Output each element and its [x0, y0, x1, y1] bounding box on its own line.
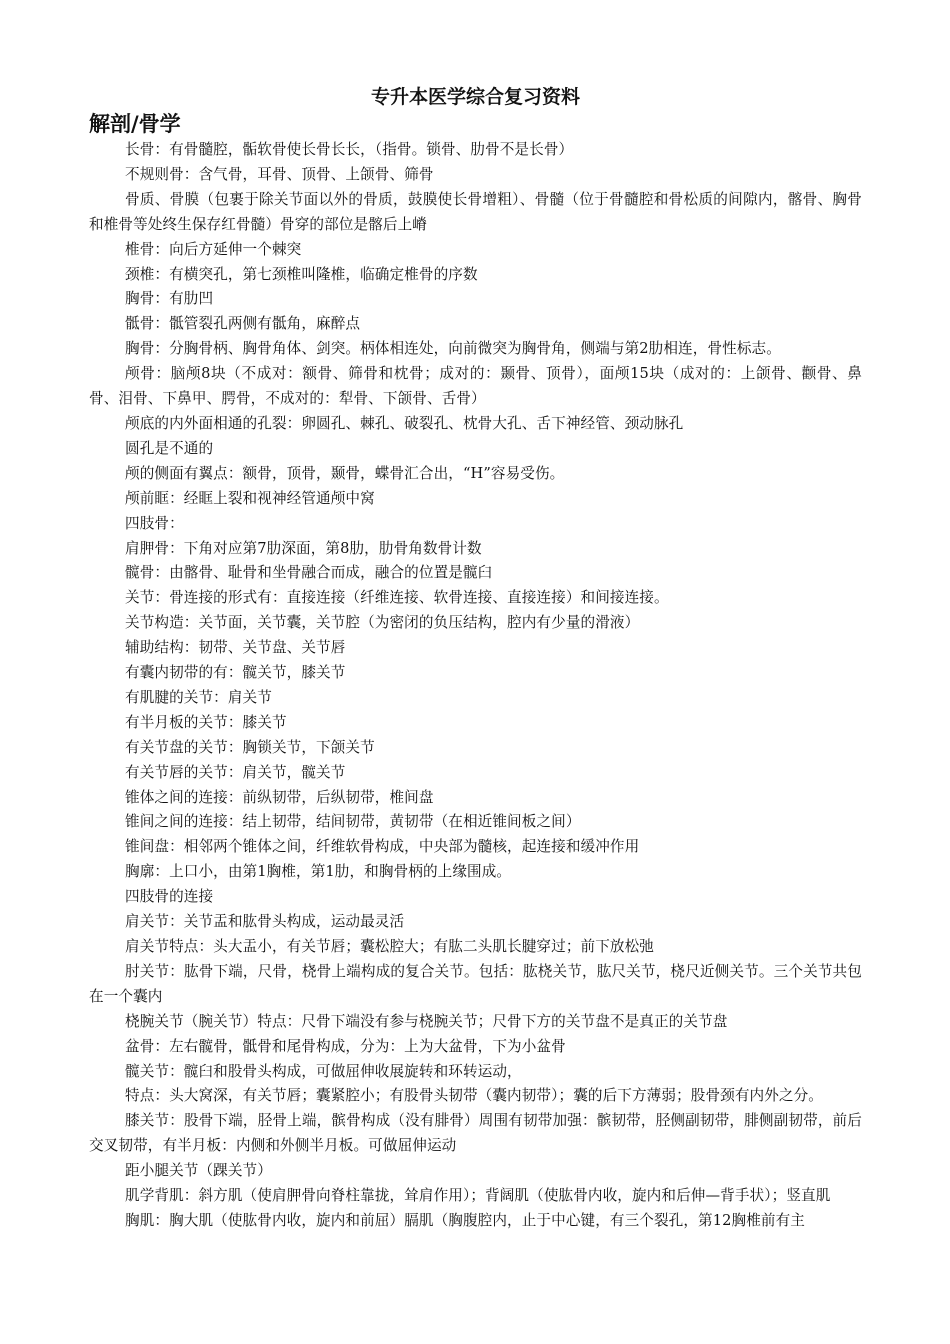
paragraph: 锥间盘：相邻两个锥体之间，纤维软骨构成，中央部为髓核，起连接和缓冲作用 — [125, 838, 640, 856]
paragraph: 颅骨：脑颅8块（不成对：额骨、筛骨和枕骨；成对的：颞骨、顶骨），面颅15块（成对的：上颌骨、颧骨、鼻骨、泪骨、下鼻甲、腭骨，不成对的：犁骨、下颌骨、舌骨） — [89, 365, 862, 408]
paragraph: 颅底的内外面相通的孔裂：卵圆孔、棘孔、破裂孔、枕骨大孔、舌下神经管、颈动脉孔 — [125, 414, 684, 432]
paragraph: 距小腿关节（踝关节） — [125, 1162, 272, 1180]
paragraph: 有关节唇的关节：肩关节，髋关节 — [125, 763, 346, 781]
paragraph: 颈椎：有横突孔，第七颈椎叫隆椎，临确定椎骨的序数 — [125, 265, 478, 283]
paragraph: 骨质、骨膜（包裹于除关节面以外的骨质，鼓膜使长骨增粗）、骨髓（位于骨髓腔和骨松质的间隙内，髂骨、胸骨和椎骨等处终生保存红骨髓）骨穿的部位是髂后上嵴 — [89, 190, 862, 233]
paragraph: 关节构造：关节面，关节囊，关节腔（为密闭的负压结构，腔内有少量的滑液） — [125, 614, 640, 632]
paragraph: 关节：骨连接的形式有：直接连接（纤维连接、软骨连接、直接连接）和间接连接。 — [125, 589, 669, 607]
paragraph: 肩胛骨：下角对应第7肋深面，第8肋，肋骨角数骨计数 — [125, 539, 482, 557]
paragraph: 有半月板的关节：膝关节 — [125, 713, 287, 731]
paragraph: 膝关节：股骨下端，胫骨上端，髌骨构成（没有腓骨）周围有韧带加强：髌韧带，胫侧副韧带，腓侧副韧带，前后交叉韧带，有半月板：内侧和外侧半月板。可做屈伸运动 — [89, 1112, 862, 1155]
paragraph: 肩关节：关节盂和肱骨头构成，运动最灵活 — [125, 913, 405, 931]
paragraph: 盆骨：左右髋骨，骶骨和尾骨构成，分为：上为大盆骨，下为小盆骨 — [125, 1037, 566, 1055]
paragraph: 锥间之间的连接：结上韧带，结间韧带，黄韧带（在相近锥间板之间） — [125, 813, 581, 831]
paragraph-list — [89, 138, 862, 1234]
paragraph: 四肢骨： — [125, 514, 184, 532]
paragraph: 辅助结构：韧带、关节盘、关节唇 — [125, 639, 346, 657]
paragraph: 有肌腱的关节：肩关节 — [125, 688, 272, 706]
document-title: 专升本医学综合复习资料 — [370, 86, 580, 108]
paragraph: 髋骨：由髂骨、耻骨和坐骨融合而成，融合的位置是髋臼 — [125, 564, 493, 582]
paragraph: 肌学背肌：斜方肌（使肩胛骨向脊柱靠拢，耸肩作用）；背阔肌（使肱骨内收，旋内和后伸—背手状）；竖直肌 — [125, 1187, 831, 1205]
paragraph: 骶骨：骶管裂孔两侧有骶角，麻醉点 — [125, 315, 361, 333]
paragraph: 不规则骨：含气骨，耳骨、顶骨、上颌骨、筛骨 — [125, 165, 434, 183]
paragraph: 胸廓：上口小，由第1胸椎，第1肋，和胸骨柄的上缘围成。 — [125, 863, 512, 881]
paragraph: 胸骨：有肋凹 — [125, 290, 214, 308]
paragraph: 椎骨：向后方延伸一个棘突 — [125, 240, 302, 258]
paragraph: 肘关节：肱骨下端，尺骨，桡骨上端构成的复合关节。包括：肱桡关节，肱尺关节，桡尺近侧关节。三个关节共包在一个囊内 — [89, 962, 862, 1005]
paragraph: 颅的侧面有翼点：额骨，顶骨，颞骨，蝶骨汇合出，“H”容易受伤。 — [125, 464, 565, 482]
paragraph: 圆孔是不通的 — [125, 439, 214, 457]
paragraph: 有囊内韧带的有：髋关节，膝关节 — [125, 664, 346, 682]
paragraph: 胸肌：胸大肌（使肱骨内收，旋内和前屈）膈肌（胸腹腔内，止于中心键，有三个裂孔，第12胸椎前有主 — [125, 1211, 805, 1229]
section-heading: 解剖/骨学 — [89, 112, 181, 136]
paragraph: 有关节盘的关节：胸锁关节，下颌关节 — [125, 738, 375, 756]
paragraph: 长骨：有骨髓腔，骺软骨使长骨长长，（指骨。锁骨、肋骨不是长骨） — [125, 141, 574, 158]
paragraph: 特点：头大窝深，有关节唇；囊紧腔小；有股骨头韧带（囊内韧带）；囊的后下方薄弱；股骨颈有内外之分。 — [125, 1087, 824, 1105]
paragraph: 颅前眶：经眶上裂和视神经管通颅中窝 — [125, 489, 375, 507]
paragraph: 胸骨：分胸骨柄、胸骨角体、剑突。柄体相连处，向前微突为胸骨角，侧端与第2肋相连，骨性标志。 — [125, 340, 781, 358]
paragraph: 肩关节特点：头大盂小，有关节唇；囊松腔大；有肱二头肌长腱穿过；前下放松弛 — [125, 938, 654, 955]
paragraph: 桡腕关节（腕关节）特点：尺骨下端没有参与桡腕关节；尺骨下方的关节盘不是真正的关节盘 — [125, 1012, 728, 1030]
paragraph: 髋关节：髋臼和股骨头构成，可做屈伸收展旋转和环转运动， — [125, 1062, 522, 1080]
paragraph: 四肢骨的连接 — [125, 888, 214, 906]
paragraph: 锥体之间的连接：前纵韧带，后纵韧带，椎间盘 — [125, 788, 434, 806]
